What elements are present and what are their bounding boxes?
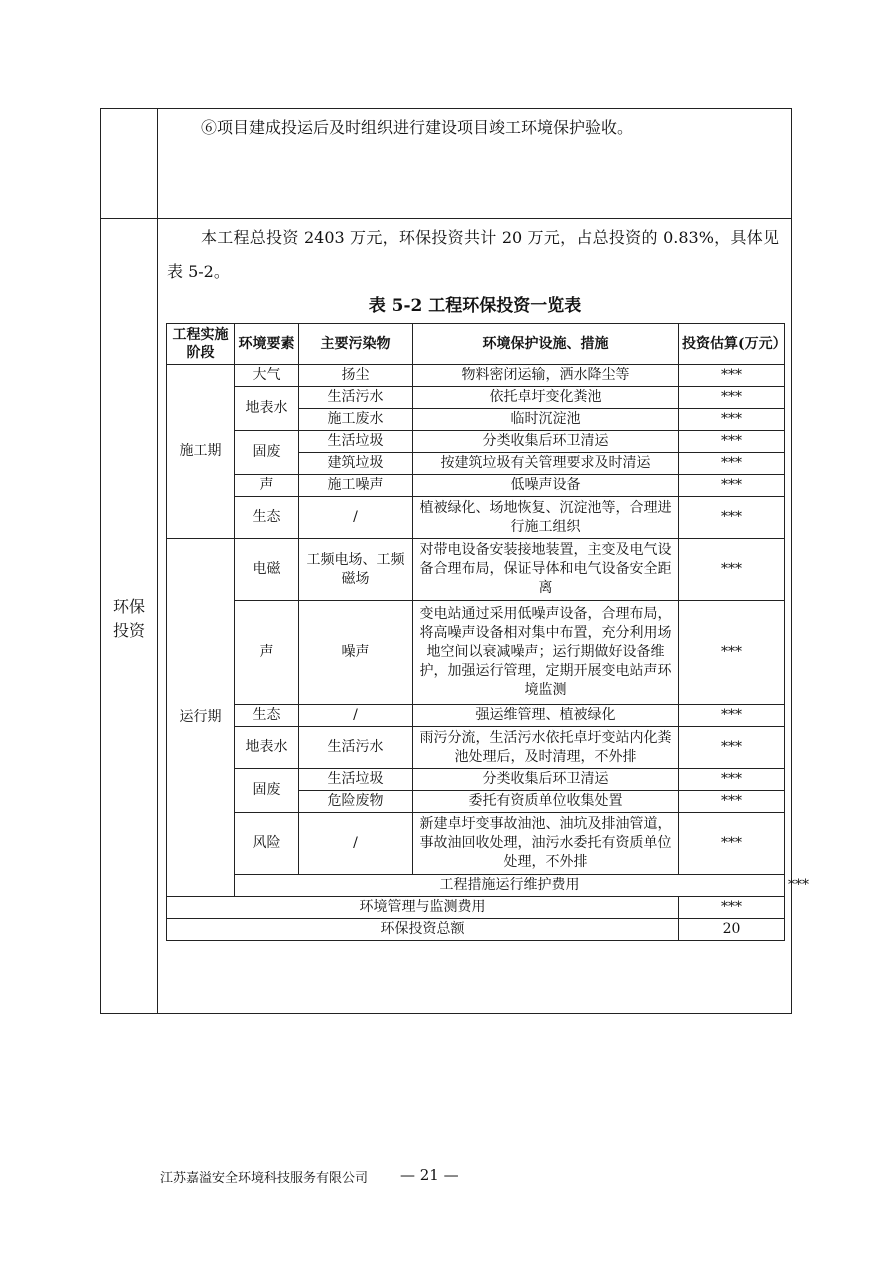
cost-cell: ***: [679, 387, 785, 409]
table-row: [167, 431, 785, 453]
stage-cell: 运行期: [167, 539, 235, 897]
pollutant-cell: /: [299, 705, 413, 727]
header-pollutant: 主要污染物: [299, 324, 413, 365]
table-row: [167, 539, 785, 601]
cost-cell: ***: [679, 365, 785, 387]
cost-cell: ***: [679, 409, 785, 431]
summary-row: [167, 897, 785, 919]
header-stage: 工程实施阶段: [167, 324, 235, 365]
measure-cell: 委托有资质单位收集处置: [413, 791, 679, 813]
table-row: [167, 601, 785, 705]
pollutant-cell: 危险废物: [299, 791, 413, 813]
pollutant-cell: 建筑垃圾: [299, 453, 413, 475]
section-label: [101, 595, 157, 643]
row-divider: [101, 218, 791, 219]
table-row: [167, 365, 785, 387]
pollutant-cell: 生活污水: [299, 387, 413, 409]
element-cell: 大气: [235, 365, 299, 387]
measure-cell: 植被绿化、场地恢复、沉淀池等，合理进行施工组织: [413, 497, 679, 539]
pollutant-cell: /: [299, 813, 413, 875]
pollutant-cell: 工频电场、工频磁场: [299, 539, 413, 601]
cost-cell: ***: [679, 431, 785, 453]
page-number: — 21 —: [400, 1166, 459, 1184]
cost-cell: ***: [679, 497, 785, 539]
measure-cell: 低噪声设备: [413, 475, 679, 497]
measure-cell: 临时沉淀池: [413, 409, 679, 431]
measure-cell: 强运维管理、植被绿化: [413, 705, 679, 727]
element-cell: 固废: [235, 769, 299, 813]
column-divider: [157, 109, 158, 1013]
investment-paragraph: 本工程总投资 2403 万元，环保投资共计 20 万元，占总投资的 0.83%，具体见表 5-2。: [167, 228, 779, 281]
pollutant-cell: 噪声: [299, 601, 413, 705]
element-cell: 生态: [235, 705, 299, 727]
element-cell: 声: [235, 475, 299, 497]
total-row: [167, 919, 785, 941]
element-cell: 声: [235, 601, 299, 705]
summary-label: 工程措施运行维护费用: [235, 875, 785, 897]
measure-cell: 新建卓圩变事故油池、油坑及排油管道，事故油回收处理，油污水委托有资质单位处理，不外排: [413, 813, 679, 875]
pollutant-cell: /: [299, 497, 413, 539]
footer-company: 江苏嘉溢安全环境科技服务有限公司: [160, 1171, 369, 1186]
table-row: [167, 769, 785, 791]
cost-cell: ***: [679, 813, 785, 875]
element-cell: 风险: [235, 813, 299, 875]
pollutant-cell: 生活垃圾: [299, 769, 413, 791]
pollutant-cell: 扬尘: [299, 365, 413, 387]
pollutant-cell: 生活垃圾: [299, 431, 413, 453]
table-row: [167, 705, 785, 727]
pollutant-cell: 施工噪声: [299, 475, 413, 497]
investment-table: [166, 323, 809, 941]
table-caption: 表 5-2 工程环保投资一览表: [368, 296, 582, 316]
measure-cell: 雨污分流，生活污水依托卓圩变站内化粪池处理后，及时清理，不外排: [413, 727, 679, 769]
summary-label: 环境管理与监测费用: [167, 897, 679, 919]
header-measure: 环境保护设施、措施: [413, 324, 679, 365]
element-cell: 固废: [235, 431, 299, 475]
content-frame: [100, 108, 809, 1014]
cost-cell: ***: [679, 705, 785, 727]
element-cell: 生态: [235, 497, 299, 539]
table-header-row: [167, 324, 785, 365]
cost-cell: ***: [679, 539, 785, 601]
header-element: 环境要素: [235, 324, 299, 365]
section-label-text: 环保投资: [112, 597, 145, 640]
pollutant-cell: 生活污水: [299, 727, 413, 769]
total-label: 环保投资总额: [167, 919, 679, 941]
element-cell: 地表水: [235, 727, 299, 769]
measure-cell: 依托卓圩变化粪池: [413, 387, 679, 409]
summary-cost: ***: [679, 897, 785, 919]
element-cell: 地表水: [235, 387, 299, 431]
pollutant-cell: 施工废水: [299, 409, 413, 431]
cost-cell: ***: [679, 769, 785, 791]
summary-row: 工程措施运行维护费用 ***: [167, 875, 785, 897]
table-row: [167, 387, 785, 409]
measure-cell: 按建筑垃圾有关管理要求及时清运: [413, 453, 679, 475]
measure-cell: 对带电设备安装接地装置，主变及电气设备合理布局，保证导体和电气设备安全距离: [413, 539, 679, 601]
table-row: [167, 497, 785, 539]
cost-cell: ***: [679, 453, 785, 475]
measure-cell: 物料密闭运输，洒水降尘等: [413, 365, 679, 387]
cost-cell: ***: [679, 475, 785, 497]
acceptance-note: ⑥项目建成投运后及时组织进行建设项目竣工环境保护验收。: [201, 118, 634, 137]
measure-cell: 分类收集后环卫清运: [413, 431, 679, 453]
cost-cell: ***: [679, 727, 785, 769]
table-row: [167, 813, 785, 875]
table-row: [167, 475, 785, 497]
header-cost: 投资估算(万元）: [679, 324, 785, 365]
table-row: [167, 727, 785, 769]
measure-cell: 变电站通过采用低噪声设备，合理布局，将高噪声设备相对集中布置，充分利用场地空间以衰减噪声；运行期做好设备维护，加强运行管理，定期开展变电站声环境监测: [413, 601, 679, 705]
cost-cell: ***: [679, 601, 785, 705]
total-cost: 20: [679, 919, 785, 941]
measure-cell: 分类收集后环卫清运: [413, 769, 679, 791]
cost-cell: ***: [679, 791, 785, 813]
element-cell: 电磁: [235, 539, 299, 601]
stage-cell: 施工期: [167, 365, 235, 539]
